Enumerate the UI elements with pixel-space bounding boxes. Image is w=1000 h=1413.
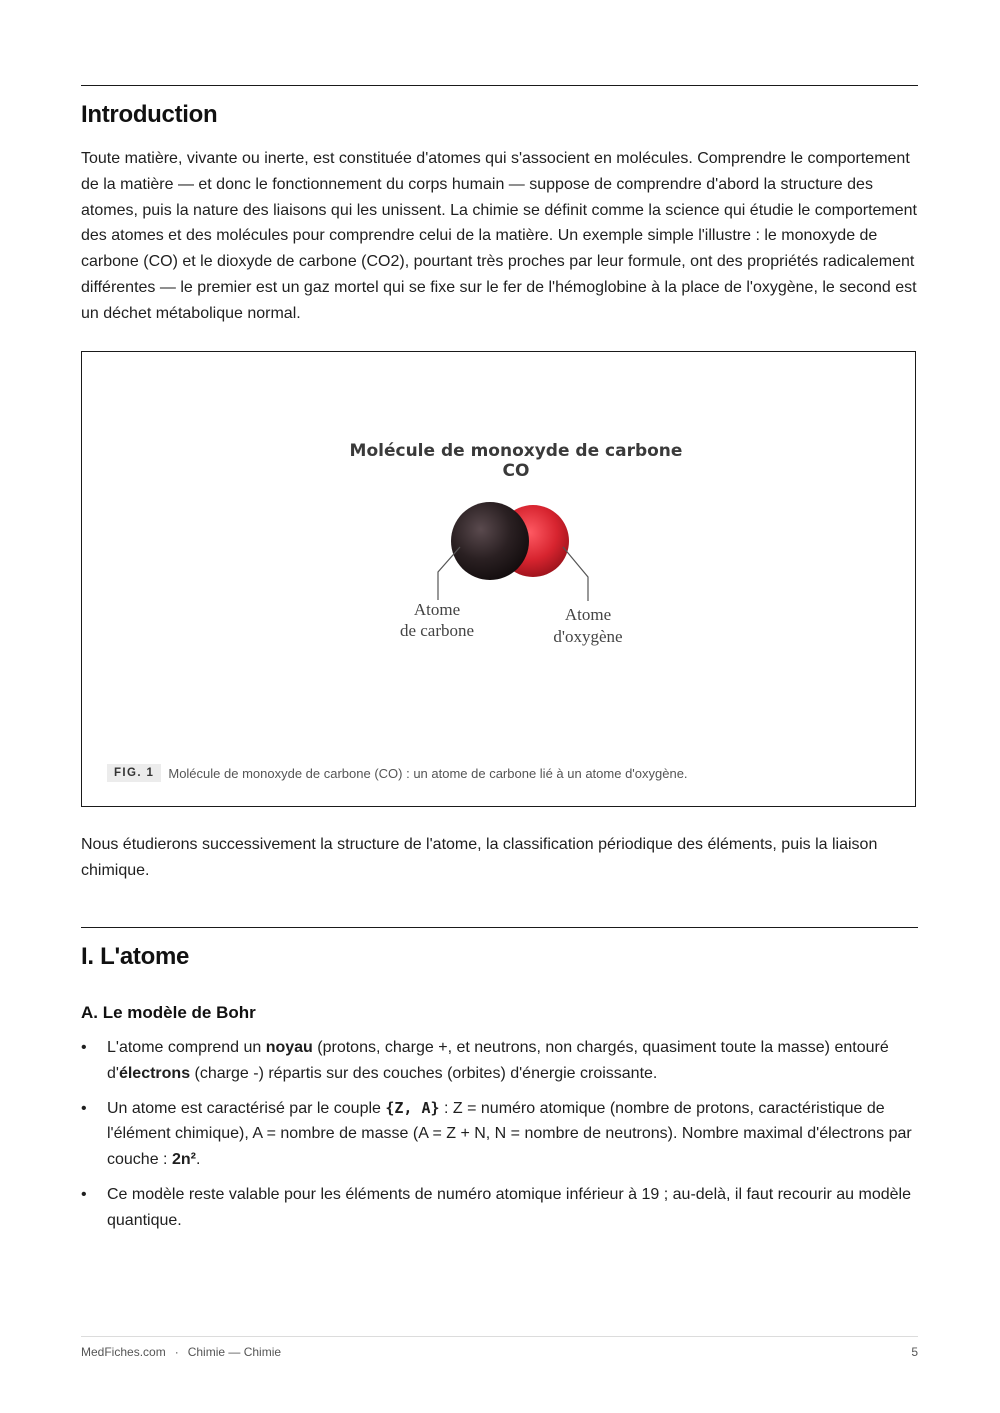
- bullet-icon: •: [81, 1185, 87, 1203]
- bullet-text: : Z = numéro atomique (nombre de protons, caractéristique de l'élément chimique), A = nombre de masse (A = Z + N, N = nombre de neutrons). Nombre maximal d'électrons par couche :: [107, 1099, 912, 1169]
- bohr-bullet-list: [81, 1035, 916, 1243]
- figure-tag: FIG. 1: [107, 764, 161, 782]
- section-divider: [81, 85, 918, 86]
- outro-paragraph: Nous étudierons successivement la structure de l'atome, la classification périodique des éléments, puis la liaison chimique.: [81, 836, 878, 879]
- intro-paragraph: Toute matière, vivante ou inerte, est constituée d'atomes qui s'associent en molécules. Comprendre le comportement de la matière — et donc le fonctionnement du corps humain — suppose de comprendre d'abord la structure des atomes, puis la nature des liaisons qui les unissent. La chimie se définit comme la science qui étudie le comportement des atomes et des molécules pour comprendre celui de la matière. Un exemple simple l'illustre : le monoxyde de carbone (CO) et le dioxyde de carbone (CO2), pourtant très proches par leur formule, ont des propriétés radicalement différentes — le premier est un gaz mortel qui se fixe sur le fer de l'hémoglobine à la place de l'oxygène, le second est un déchet métabolique normal.: [81, 150, 917, 322]
- figure-formula: CO: [502, 461, 530, 481]
- footer-divider: [81, 1336, 918, 1337]
- oxygen-label-line1: Atome: [564, 605, 612, 624]
- carbon-label-line1: Atome: [413, 600, 461, 619]
- bullet-bold-term: noyau: [265, 1039, 313, 1056]
- figure-co-molecule: [81, 351, 916, 807]
- oxygen-label-line2: d'oxygène: [553, 627, 623, 646]
- carbon-label-line2: de carbone: [399, 621, 475, 640]
- footer-separator: ·: [174, 1345, 179, 1359]
- section-heading: I. L'atome: [81, 943, 190, 970]
- bullet-icon: •: [81, 1039, 87, 1056]
- bullet-text: L'atome comprend un: [107, 1039, 266, 1056]
- page-number: 5: [911, 1345, 918, 1359]
- section-divider: [81, 927, 918, 928]
- figure-title: Molécule de monoxyde de carbone: [349, 441, 683, 461]
- bullet-text: (protons, charge +, et neutrons, non chargés, quasiment toute la masse) entouré d': [107, 1039, 889, 1082]
- footer-site: MedFiches.com: [81, 1345, 166, 1359]
- oxygen-leader-line: [563, 547, 588, 601]
- subsection-heading: A. Le modèle de Bohr: [81, 1003, 256, 1022]
- carbon-atom: [451, 502, 529, 580]
- bullet-bold-term: électrons: [118, 1064, 191, 1082]
- bullet-icon: •: [81, 1099, 87, 1117]
- intro-heading: Introduction: [81, 101, 218, 128]
- list-item: [81, 1035, 916, 1087]
- bullet-bold-term: {Z, A}: [385, 1098, 440, 1117]
- figure-caption-text: Molécule de monoxyde de carbone (CO) : un atome de carbone lié à un atome d'oxygène.: [168, 765, 688, 781]
- footer-section: Chimie — Chimie: [187, 1345, 282, 1359]
- co-molecule-illustration: [82, 352, 915, 806]
- bullet-text: Ce modèle reste valable pour les éléments de numéro atomique inférieur à 19 ; au-delà, il faut recourir au modèle quantique.: [107, 1185, 911, 1229]
- list-item: [81, 1096, 916, 1173]
- bullet-text: (charge -) répartis sur des couches (orbites) d'énergie croissante.: [190, 1064, 658, 1082]
- bullet-text: .: [195, 1151, 201, 1169]
- figure-caption: [107, 764, 688, 782]
- bullet-bold-term: 2n²: [171, 1151, 196, 1169]
- bullet-text: Un atome est caractérisé par le couple: [107, 1099, 386, 1117]
- page-footer: [81, 1345, 918, 1359]
- list-item: [81, 1182, 916, 1234]
